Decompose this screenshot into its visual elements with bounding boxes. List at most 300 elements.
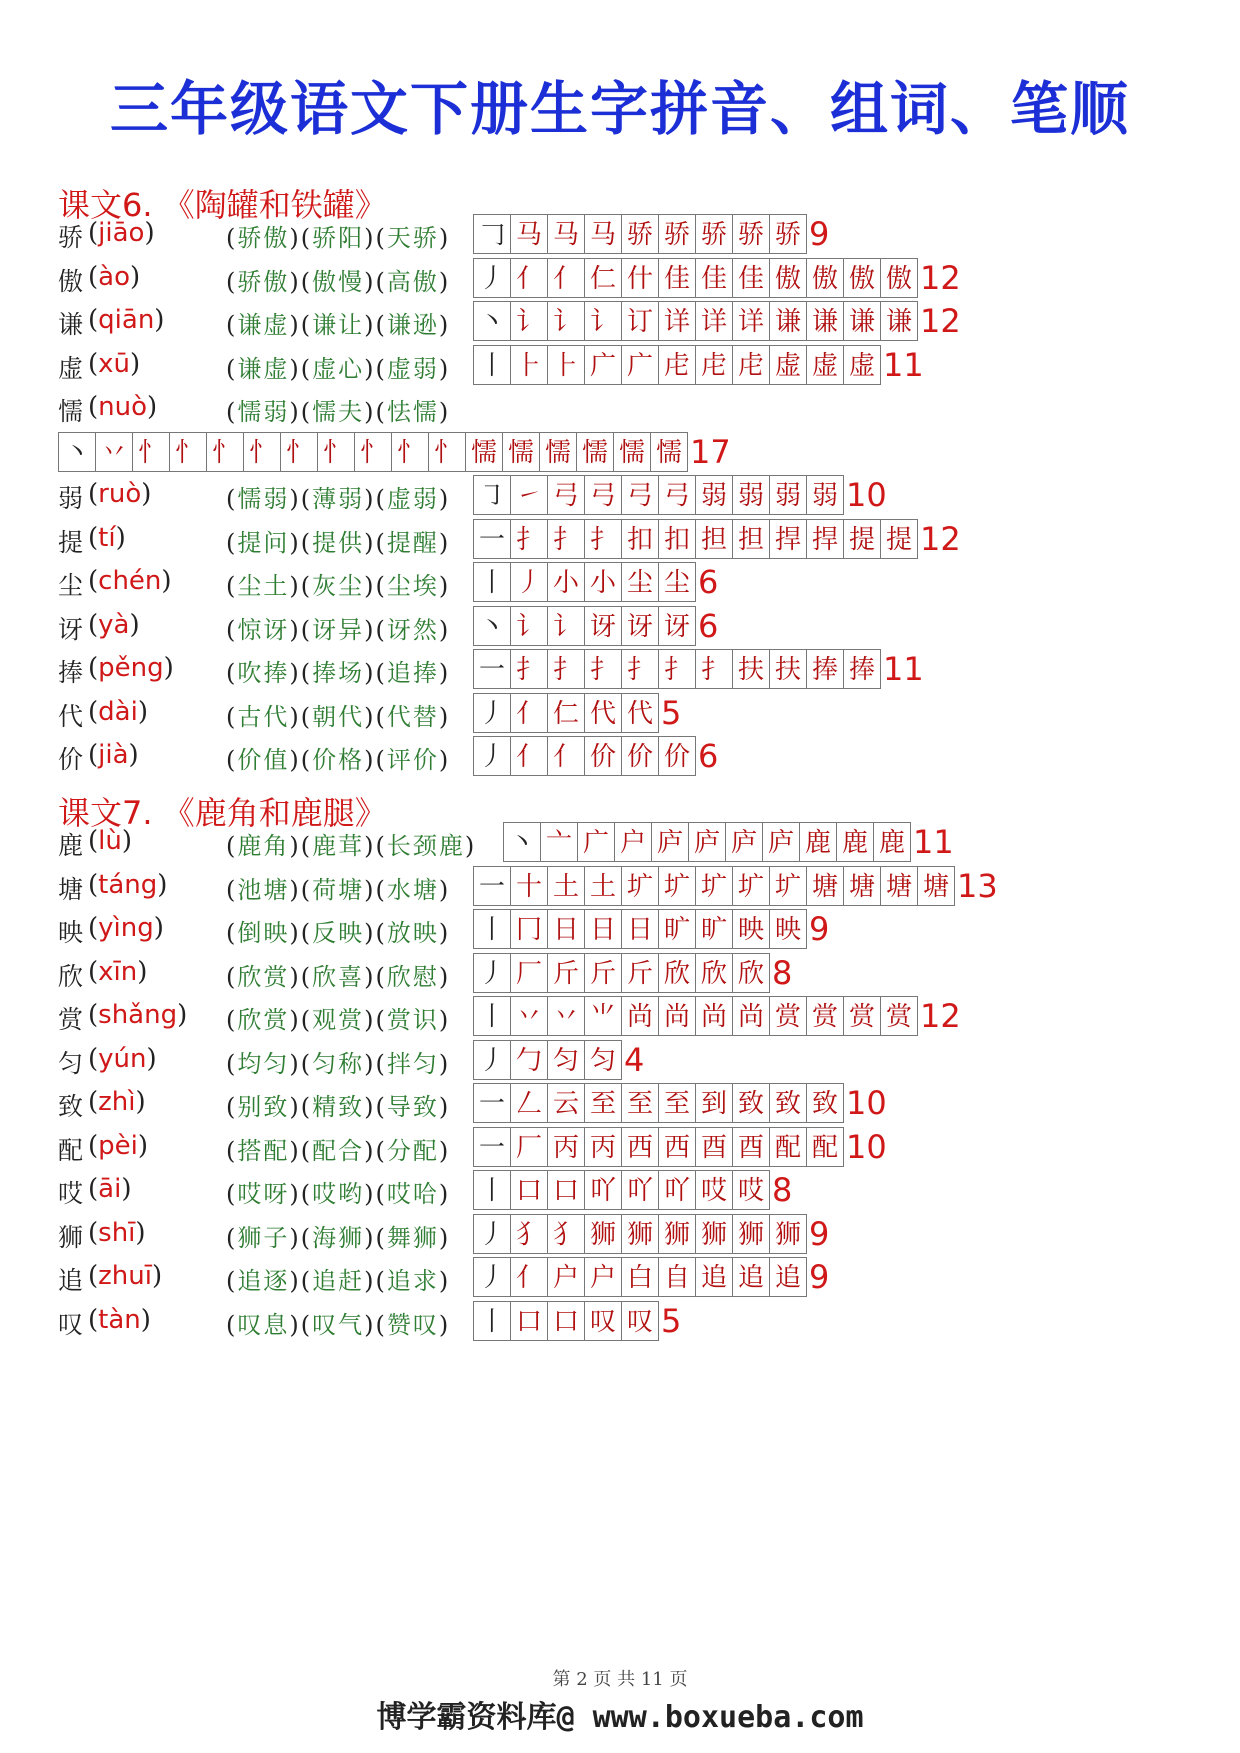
word-groups: (欣赏)(观赏)(赏识) <box>226 1006 451 1034</box>
stroke-cell: 代 <box>621 693 659 733</box>
word: 鹿角 <box>237 832 290 860</box>
stroke-cell: 提 <box>880 519 918 559</box>
stroke-cell: 追 <box>695 1257 733 1297</box>
stroke-order <box>473 301 961 341</box>
stroke-cell: 扌 <box>547 649 585 689</box>
stroke-order <box>473 475 887 515</box>
stroke-cell: 佳 <box>732 258 770 298</box>
stroke-cell: 哎 <box>695 1170 733 1210</box>
stroke-cell: 尘 <box>658 562 696 602</box>
char-row <box>58 866 1228 910</box>
stroke-cell: ⺌ <box>584 996 622 1036</box>
word-groups: (均匀)(匀称)(拌匀) <box>226 1049 451 1078</box>
stroke-cell: 尚 <box>695 996 733 1036</box>
stroke-cell: 庐 <box>651 822 689 862</box>
word: 讶然 <box>386 615 439 644</box>
stroke-cell: 虚 <box>769 345 807 385</box>
word: 古代 <box>237 702 290 731</box>
hanzi: 匀 <box>58 1048 84 1078</box>
stroke-order <box>473 562 718 602</box>
stroke-order <box>473 1083 887 1123</box>
pinyin: (lù) <box>88 826 133 856</box>
stroke-cell: 讶 <box>658 606 696 646</box>
word: 虚弱 <box>386 354 439 383</box>
stroke-cell: 至 <box>621 1083 659 1123</box>
stroke-cell: 冂 <box>510 909 548 949</box>
word-groups: (提问)(提供)(提醒) <box>226 528 451 557</box>
word: 池塘 <box>237 875 290 904</box>
stroke-cell: 赏 <box>806 996 844 1036</box>
stroke-count: 12 <box>920 519 961 558</box>
hanzi: 塘 <box>58 874 84 904</box>
word-groups: (搭配)(配合)(分配) <box>226 1136 451 1165</box>
word: 追赶 <box>312 1267 365 1295</box>
word: 提醒 <box>386 528 439 557</box>
stroke-cell: 忄 <box>243 432 281 472</box>
word: 朝代 <box>312 702 365 731</box>
stroke-order <box>503 822 954 862</box>
word: 怯懦 <box>386 398 439 426</box>
word-groups: (骄傲)(骄阳)(天骄) <box>226 224 451 252</box>
word-groups: (狮子)(海狮)(舞狮) <box>226 1223 451 1252</box>
stroke-cell: 云 <box>547 1083 585 1123</box>
stroke-cell: 犭 <box>510 1214 548 1254</box>
word: 欣喜 <box>312 962 365 991</box>
stroke-cell: 价 <box>584 736 622 776</box>
word: 鹿茸 <box>312 832 365 860</box>
stroke-cell: 讠 <box>547 606 585 646</box>
stroke-cell: 圹 <box>658 866 696 906</box>
stroke-count: 5 <box>661 693 682 732</box>
pinyin: (pěng) <box>88 653 174 683</box>
stroke-cell: 狮 <box>621 1214 659 1254</box>
pinyin: (shǎng) <box>88 1000 188 1030</box>
stroke-cell: 丿 <box>510 562 548 602</box>
stroke-cell: 映 <box>732 909 770 949</box>
word: 骄傲 <box>237 267 290 296</box>
stroke-cell: 懦 <box>650 432 688 472</box>
stroke-cell: 虍 <box>658 345 696 385</box>
word: 精致 <box>312 1093 365 1121</box>
stroke-cell: 捍 <box>806 519 844 559</box>
stroke-cell: 扶 <box>769 649 807 689</box>
char-row <box>58 953 1228 997</box>
stroke-count: 9 <box>809 1258 830 1296</box>
pinyin: (shī) <box>88 1217 146 1248</box>
stroke-cell: 忄 <box>428 432 466 472</box>
word: 谦虚 <box>237 311 290 339</box>
pinyin: (dài) <box>88 696 148 727</box>
stroke-cell: 斤 <box>621 953 659 993</box>
word: 赞叹 <box>386 1310 439 1339</box>
char-row <box>58 301 1228 345</box>
stroke-cell: 扌 <box>658 649 696 689</box>
word: 搭配 <box>237 1136 290 1165</box>
stroke-cell: 勹 <box>510 1040 548 1080</box>
stroke-cell: 丿 <box>473 1040 511 1080</box>
word: 长颈鹿 <box>386 832 465 860</box>
stroke-count: 12 <box>920 302 961 340</box>
stroke-cell: 丨 <box>473 996 511 1036</box>
pinyin: (qiān) <box>88 305 165 335</box>
word: 分配 <box>386 1136 439 1165</box>
word-groups: (吹捧)(捧场)(追捧) <box>226 659 451 687</box>
stroke-count: 10 <box>846 1084 887 1122</box>
word: 讶异 <box>312 615 365 644</box>
char-row <box>58 996 1228 1040</box>
word: 叹息 <box>237 1310 290 1339</box>
stroke-cell: 骄 <box>769 214 807 254</box>
stroke-cell: 欣 <box>732 953 770 993</box>
stroke-count: 9 <box>809 215 830 253</box>
stroke-cell: 欣 <box>658 953 696 993</box>
stroke-cell: 庐 <box>725 822 763 862</box>
stroke-cell: 弓 <box>547 475 585 515</box>
stroke-cell: 尚 <box>732 996 770 1036</box>
stroke-cell: 佳 <box>695 258 733 298</box>
stroke-cell: 匀 <box>547 1040 585 1080</box>
word: 哎呀 <box>237 1180 290 1208</box>
word-groups: (懦弱)(懦夫)(怯懦) <box>226 398 451 426</box>
word-groups: (池塘)(荷塘)(水塘) <box>226 875 451 904</box>
stroke-count: 8 <box>772 1171 793 1209</box>
stroke-cell: 户 <box>614 822 652 862</box>
stroke-cell: 忄 <box>169 432 207 472</box>
stroke-cell: 懦 <box>576 432 614 472</box>
stroke-count: 12 <box>920 997 961 1035</box>
word: 叹气 <box>312 1310 365 1339</box>
char-row <box>58 736 1228 780</box>
hanzi: 叹 <box>58 1309 84 1339</box>
stroke-order <box>473 214 829 254</box>
stroke-cell: 丙 <box>584 1127 622 1167</box>
stroke-cell: 塘 <box>806 866 844 906</box>
word: 谦虚 <box>237 354 290 383</box>
stroke-cell: 订 <box>621 301 659 341</box>
stroke-cell: 塘 <box>917 866 955 906</box>
watermark-site: 博学霸资料库@ www.boxueba.com <box>376 1700 864 1735</box>
stroke-cell: 吖 <box>658 1170 696 1210</box>
stroke-cell: 扌 <box>547 519 585 559</box>
char-row <box>58 822 1228 866</box>
stroke-cell: 谦 <box>769 301 807 341</box>
stroke-cell: ㇀ <box>510 475 548 515</box>
pinyin: (ruò) <box>88 479 152 509</box>
stroke-cell: 忄 <box>391 432 429 472</box>
word: 哎哟 <box>312 1180 365 1208</box>
stroke-cell: 圹 <box>695 866 733 906</box>
pinyin: (zhì) <box>88 1087 146 1117</box>
word-groups: (哎呀)(哎哟)(哎哈) <box>226 1180 451 1208</box>
word: 倒映 <box>237 919 290 947</box>
stroke-cell: 自 <box>658 1257 696 1297</box>
stroke-cell: 懦 <box>539 432 577 472</box>
stroke-order <box>473 996 961 1036</box>
stroke-count: 13 <box>957 866 998 905</box>
stroke-cell: 庐 <box>762 822 800 862</box>
stroke-cell: 塘 <box>843 866 881 906</box>
stroke-cell: 哎 <box>732 1170 770 1210</box>
pinyin: (xū) <box>88 348 141 379</box>
stroke-cell: 弓 <box>621 475 659 515</box>
hanzi: 傲 <box>58 266 84 296</box>
stroke-order <box>473 866 998 906</box>
stroke-cell: 谦 <box>806 301 844 341</box>
word-groups: (叹息)(叹气)(赞叹) <box>226 1310 451 1339</box>
stroke-count: 10 <box>846 1127 887 1166</box>
hanzi: 追 <box>58 1266 84 1295</box>
stroke-cell: 一 <box>473 1127 511 1167</box>
hanzi: 懦 <box>58 397 84 426</box>
stroke-cell: 马 <box>547 214 585 254</box>
stroke-cell: 日 <box>584 909 622 949</box>
stroke-cell: 一 <box>473 649 511 689</box>
hanzi: 骄 <box>58 223 84 252</box>
char-row <box>58 909 1228 953</box>
word: 欣赏 <box>237 1006 290 1034</box>
char-row <box>58 1214 1228 1258</box>
word: 吹捧 <box>237 659 290 687</box>
word: 惊讶 <box>237 615 290 644</box>
stroke-cell: 懦 <box>613 432 651 472</box>
stroke-cell: 佳 <box>658 258 696 298</box>
word: 天骄 <box>386 224 439 252</box>
word-groups: (鹿角)(鹿茸)(长颈鹿) <box>226 832 477 860</box>
stroke-cell: 丿 <box>473 258 511 298</box>
stroke-count: 17 <box>690 432 731 471</box>
stroke-cell: 弱 <box>806 475 844 515</box>
stroke-cell: 丙 <box>547 1127 585 1167</box>
stroke-cell: 丷 <box>510 996 548 1036</box>
stroke-cell: 骄 <box>732 214 770 254</box>
word: 配合 <box>312 1136 365 1165</box>
hanzi: 赏 <box>58 1005 84 1034</box>
stroke-cell: 狮 <box>769 1214 807 1254</box>
stroke-cell: 丿 <box>473 1214 511 1254</box>
word: 反映 <box>312 919 365 947</box>
pinyin: (āi) <box>88 1174 132 1204</box>
pinyin: (yìng) <box>88 913 164 943</box>
stroke-cell: 亻 <box>510 736 548 776</box>
stroke-cell: 弱 <box>695 475 733 515</box>
stroke-cell: 捧 <box>843 649 881 689</box>
stroke-cell: 代 <box>584 693 622 733</box>
word: 匀称 <box>312 1049 365 1078</box>
stroke-count: 6 <box>698 563 719 601</box>
stroke-order <box>473 1301 681 1341</box>
stroke-cell: 丿 <box>473 736 511 776</box>
stroke-cell: ⺊ <box>547 345 585 385</box>
stroke-cell: 十 <box>510 866 548 906</box>
word: 懦夫 <box>312 398 365 426</box>
stroke-count: 10 <box>846 476 887 514</box>
hanzi: 提 <box>58 527 84 557</box>
stroke-cell: 扌 <box>621 649 659 689</box>
hanzi: 弱 <box>58 484 84 513</box>
stroke-cell: 旷 <box>658 909 696 949</box>
stroke-cell: 详 <box>658 301 696 341</box>
char-row <box>58 475 1228 519</box>
word-groups: (古代)(朝代)(代替) <box>226 702 451 731</box>
char-row <box>58 214 1228 258</box>
word: 荷塘 <box>312 875 365 904</box>
word: 代替 <box>386 702 439 731</box>
stroke-cell: 扌 <box>510 519 548 559</box>
stroke-cell: 讶 <box>584 606 622 646</box>
stroke-cell: 扌 <box>584 519 622 559</box>
word: 拌匀 <box>386 1049 439 1078</box>
stroke-cell: 土 <box>547 866 585 906</box>
stroke-cell: 匀 <box>584 1040 622 1080</box>
word: 尘土 <box>237 572 290 600</box>
stroke-cell: 傲 <box>843 258 881 298</box>
stroke-cell: 丶 <box>503 822 541 862</box>
stroke-cell: 西 <box>621 1127 659 1167</box>
stroke-cell: 厂 <box>510 953 548 993</box>
stroke-cell: 亻 <box>510 1257 548 1297</box>
stroke-cell: 吖 <box>621 1170 659 1210</box>
word: 提供 <box>312 528 365 557</box>
hanzi: 狮 <box>58 1222 84 1252</box>
char-row <box>58 649 1228 693</box>
stroke-cell: 详 <box>695 301 733 341</box>
stroke-cell: 尚 <box>658 996 696 1036</box>
char-row <box>58 519 1228 563</box>
stroke-cell: 忄 <box>280 432 318 472</box>
stroke-cell: 日 <box>547 909 585 949</box>
stroke-cell: 鹿 <box>836 822 874 862</box>
stroke-cell: 赏 <box>843 996 881 1036</box>
stroke-cell: 担 <box>732 519 770 559</box>
stroke-cell: 追 <box>769 1257 807 1297</box>
stroke-cell: 叹 <box>621 1301 659 1341</box>
char-row <box>58 1301 1228 1345</box>
word: 狮子 <box>237 1223 290 1252</box>
pinyin: (chén) <box>88 566 172 596</box>
stroke-cell: 旷 <box>695 909 733 949</box>
stroke-cell: 广 <box>577 822 615 862</box>
stroke-cell: 什 <box>621 258 659 298</box>
word-groups: (骄傲)(傲慢)(高傲) <box>226 267 451 296</box>
stroke-order <box>473 736 718 776</box>
stroke-cell: 亻 <box>510 258 548 298</box>
stroke-cell: 虚 <box>843 345 881 385</box>
word-groups: (谦虚)(虚心)(虚弱) <box>226 354 451 383</box>
stroke-order <box>58 432 731 472</box>
stroke-cell: 骄 <box>621 214 659 254</box>
word: 水塘 <box>386 875 439 904</box>
hanzi: 捧 <box>58 658 84 687</box>
stroke-cell: 小 <box>584 562 622 602</box>
stroke-cell: 懦 <box>502 432 540 472</box>
stroke-cell: 傲 <box>806 258 844 298</box>
stroke-cell: 庐 <box>688 822 726 862</box>
word: 傲慢 <box>312 267 365 296</box>
word-groups: (欣赏)(欣喜)(欣慰) <box>226 962 451 991</box>
stroke-cell: 傲 <box>769 258 807 298</box>
word: 赏识 <box>386 1006 439 1034</box>
stroke-cell: 亠 <box>540 822 578 862</box>
stroke-cell: 弓 <box>584 475 622 515</box>
char-row <box>58 606 1228 650</box>
char-row <box>58 1127 1228 1171</box>
stroke-cell: 至 <box>658 1083 696 1123</box>
stroke-cell: 扌 <box>510 649 548 689</box>
stroke-cell: 丨 <box>473 1301 511 1341</box>
stroke-cell: 扣 <box>621 519 659 559</box>
stroke-cell: 价 <box>658 736 696 776</box>
stroke-order <box>473 1040 644 1080</box>
pinyin: (tí) <box>88 522 126 553</box>
char-row <box>58 693 1228 737</box>
hanzi: 尘 <box>58 571 84 600</box>
stroke-order <box>473 649 924 689</box>
stroke-cell: 丨 <box>473 562 511 602</box>
stroke-cell: 一 <box>473 519 511 559</box>
hanzi: 欣 <box>58 961 84 991</box>
stroke-cell: 致 <box>732 1083 770 1123</box>
stroke-cell: 忄 <box>206 432 244 472</box>
stroke-cell: 口 <box>547 1301 585 1341</box>
stroke-cell: 配 <box>769 1127 807 1167</box>
word-groups: (倒映)(反映)(放映) <box>226 919 451 947</box>
pinyin: (zhuī) <box>88 1261 163 1291</box>
stroke-cell: 价 <box>621 736 659 776</box>
word: 薄弱 <box>312 485 365 513</box>
word: 骄傲 <box>237 224 290 252</box>
word-groups: (别致)(精致)(导致) <box>226 1093 451 1121</box>
hanzi: 映 <box>58 918 84 947</box>
stroke-cell: 弱 <box>769 475 807 515</box>
stroke-cell: 一 <box>473 1083 511 1123</box>
lesson-title: 课文7. 《鹿角和鹿腿》 <box>58 794 387 832</box>
stroke-cell: 尚 <box>621 996 659 1036</box>
stroke-cell: 配 <box>806 1127 844 1167</box>
stroke-cell: 赏 <box>769 996 807 1036</box>
stroke-count: 11 <box>883 345 924 384</box>
stroke-cell: 鹿 <box>799 822 837 862</box>
word: 价格 <box>312 746 365 774</box>
stroke-cell: 弱 <box>732 475 770 515</box>
stroke-cell: 丿 <box>473 1257 511 1297</box>
stroke-cell: 广 <box>621 345 659 385</box>
stroke-count: 4 <box>624 1040 645 1079</box>
stroke-cell: 丶 <box>58 432 96 472</box>
stroke-cell: 仁 <box>547 693 585 733</box>
stroke-cell: 小 <box>547 562 585 602</box>
word: 懦弱 <box>237 485 290 513</box>
word-groups: (谦虚)(谦让)(谦逊) <box>226 311 451 339</box>
stroke-cell: 𠃌 <box>473 214 511 254</box>
stroke-order <box>473 606 718 646</box>
word: 评价 <box>386 746 439 774</box>
word: 懦弱 <box>237 398 290 426</box>
stroke-cell: 至 <box>584 1083 622 1123</box>
word: 谦逊 <box>386 311 439 339</box>
stroke-cell: 马 <box>510 214 548 254</box>
stroke-order <box>473 1127 887 1167</box>
hanzi: 谦 <box>58 310 84 339</box>
stroke-cell: 一 <box>473 866 511 906</box>
stroke-cell: 虍 <box>695 345 733 385</box>
stroke-cell: 日 <box>621 909 659 949</box>
stroke-cell: 塘 <box>880 866 918 906</box>
char-row <box>58 388 1228 471</box>
word: 高傲 <box>386 267 439 296</box>
stroke-cell: 捍 <box>769 519 807 559</box>
stroke-order <box>473 693 681 733</box>
stroke-cell: 讠 <box>547 301 585 341</box>
